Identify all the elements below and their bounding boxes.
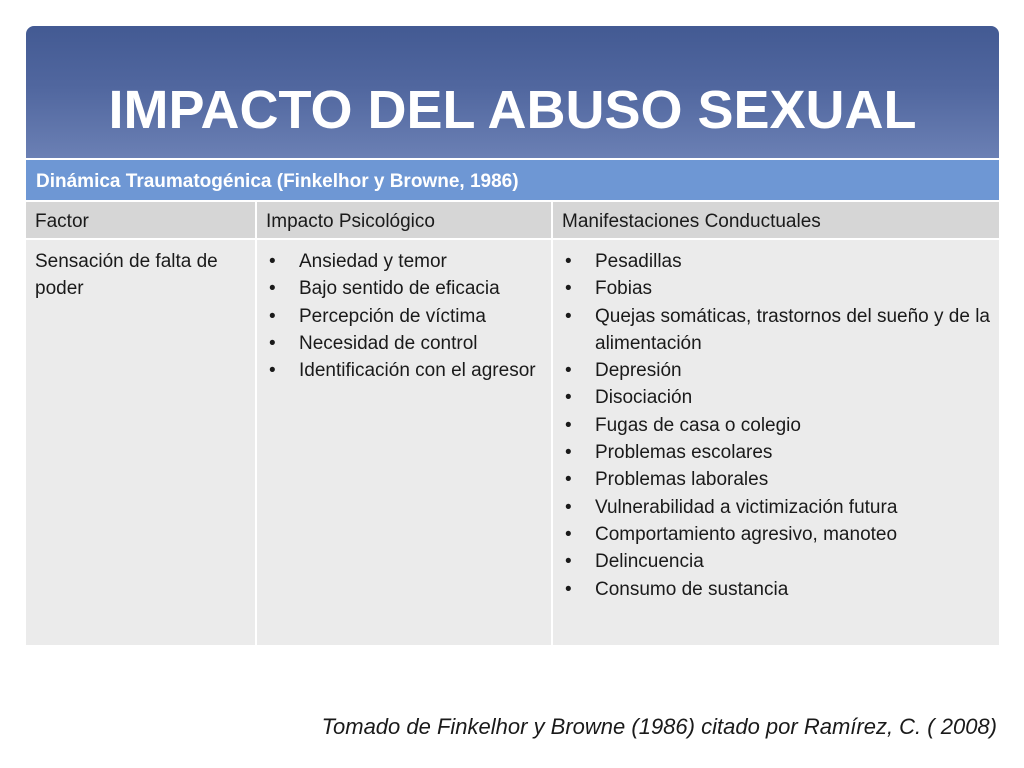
list-item: • Fugas de casa o colegio	[562, 412, 990, 439]
list-item: • Disociación	[562, 384, 990, 411]
column-header-impacto: Impacto Psicológico	[255, 200, 551, 240]
list-item: • Necesidad de control	[266, 330, 542, 357]
list-item: • Consumo de sustancia	[562, 576, 990, 603]
column-header-row	[26, 200, 999, 240]
list-item: • Comportamiento agresivo, manoteo	[562, 521, 990, 548]
list-item: • Depresión	[562, 357, 990, 384]
dynamics-table	[26, 158, 999, 645]
manifestaciones-list	[562, 248, 990, 603]
list-item: • Problemas laborales	[562, 466, 990, 493]
list-item: • Delincuencia	[562, 548, 990, 575]
factor-cell: Sensación de falta de poder	[26, 240, 255, 645]
slide-title: IMPACTO DEL ABUSO SEXUAL	[108, 80, 917, 140]
impacto-cell	[255, 240, 551, 645]
list-item: • Ansiedad y temor	[266, 248, 542, 275]
citation: Tomado de Finkelhor y Browne (1986) citado por Ramírez, C. ( 2008)	[321, 714, 997, 739]
list-item: • Problemas escolares	[562, 439, 990, 466]
list-item: • Vulnerabilidad a victimización futura	[562, 494, 990, 521]
column-header-manifestaciones: Manifestaciones Conductuales	[551, 200, 999, 240]
list-item: • Identificación con el agresor	[266, 357, 542, 384]
column-header-factor: Factor	[26, 200, 255, 240]
title-band	[26, 26, 999, 164]
table-header: Dinámica Traumatogénica (Finkelhor y Browne, 1986)	[26, 158, 999, 200]
list-item: • Quejas somáticas, trastornos del sueño y de la alimentación	[562, 303, 990, 358]
manifestaciones-cell	[551, 240, 999, 645]
impacto-list	[266, 248, 542, 384]
list-item: • Fobias	[562, 275, 990, 302]
list-item: • Percepción de víctima	[266, 303, 542, 330]
list-item: • Bajo sentido de eficacia	[266, 275, 542, 302]
list-item: • Pesadillas	[562, 248, 990, 275]
table-row	[26, 240, 999, 645]
